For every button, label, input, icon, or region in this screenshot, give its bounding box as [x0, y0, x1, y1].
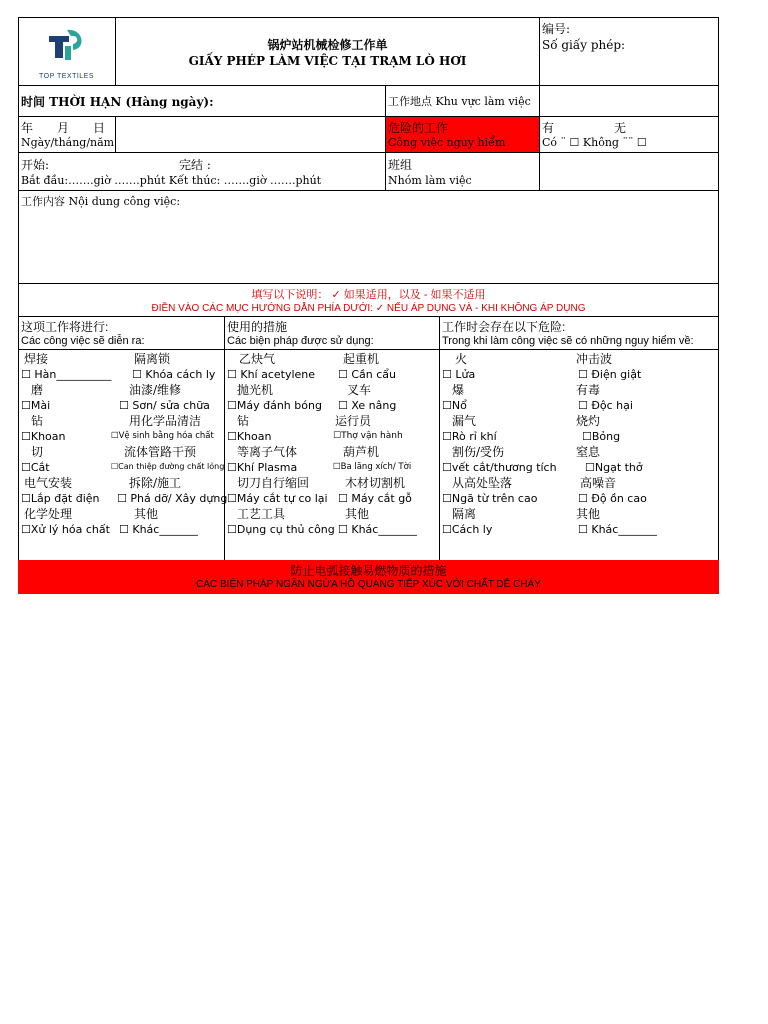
item-cn: 工艺工具	[237, 507, 286, 521]
checkbox-self-retracting-cutter[interactable]: ☐Máy cắt tự co lại	[227, 492, 328, 505]
item-cn: 有毒	[576, 383, 601, 397]
permit-number-label: Số giấy phép:	[542, 38, 626, 52]
checkbox-cutting[interactable]: ☐Cắt	[21, 461, 50, 474]
location-value-cell[interactable]	[539, 85, 719, 117]
item-cn: 漏气	[452, 414, 477, 428]
time-label: 时间 THỜI HẠN (Hàng ngày):	[21, 95, 214, 109]
col2-header-vn: Các biện pháp được sử dụng:	[227, 335, 374, 347]
item-cn: 钻	[31, 414, 44, 428]
checkbox-drilling[interactable]: ☐Khoan	[21, 430, 66, 443]
dangerous-work-cn: 危险的工作	[388, 121, 449, 135]
checkbox-operator[interactable]: ☐Thợ vận hành	[333, 431, 403, 441]
checkbox-chemical-handling[interactable]: ☐Xử lý hóa chất	[21, 523, 110, 536]
item-cn: 电气安装	[24, 476, 73, 490]
checkbox-fire[interactable]: ☐ Lửa	[442, 368, 476, 381]
item-cn: 高噪音	[580, 476, 617, 490]
team-value-cell[interactable]	[539, 152, 719, 191]
item-cn: 葫芦机	[343, 445, 380, 459]
instructions-cell	[18, 283, 719, 317]
logo-text: TOP TEXTILES	[39, 73, 95, 80]
checkbox-grinding[interactable]: ☐Mài	[21, 399, 51, 412]
arc-prevention-bar	[18, 560, 719, 594]
team-label-vn: Nhóm làm việc	[388, 174, 472, 187]
checkbox-painting[interactable]: ☐ Sơn/ sửa chữa	[119, 399, 210, 412]
item-cn: 烧灼	[576, 414, 601, 428]
item-cn: 流体管路干预	[124, 445, 197, 459]
item-cn: 用化学品清洁	[129, 414, 202, 428]
item-cn: 割伤/受伤	[452, 445, 505, 459]
checkbox-other-measures[interactable]: ☐ Khác_______	[338, 523, 417, 536]
team-label-cn: 班组	[388, 158, 413, 172]
location-label: 工作地点 Khu vực làm việc	[388, 95, 531, 108]
col1-header-cn: 这项工作将进行:	[21, 320, 109, 334]
col3-header-vn: Trong khi làm công việc sẽ có những nguy hiểm về:	[442, 335, 694, 347]
item-cn: 焊接	[24, 352, 49, 366]
item-cn: 其他	[134, 507, 159, 521]
checkbox-fluid-line[interactable]: ☐Can thiệp đường chất lỏng	[111, 462, 225, 471]
checkbox-isolation-lock[interactable]: ☐ Khóa cách ly	[132, 368, 216, 381]
title-vietnamese: GIẤY PHÉP LÀM VIỆC TẠI TRẠM LÒ HƠI	[188, 54, 467, 68]
number-label-cn: 编号:	[542, 22, 571, 36]
checkbox-electrical[interactable]: ☐Lắp đặt điện	[21, 492, 100, 505]
item-cn: 木材切割机	[345, 476, 406, 490]
checkbox-toxic[interactable]: ☐ Độc hại	[578, 399, 633, 412]
item-cn: 油漆/维修	[129, 383, 182, 397]
item-cn: 从高处坠落	[452, 476, 513, 490]
checkbox-demolition[interactable]: ☐ Phá dỡ/ Xây dựng	[117, 492, 228, 505]
item-cn: 化学处理	[24, 507, 73, 521]
checkbox-plasma[interactable]: ☐Khí Plasma	[227, 461, 298, 474]
top-textiles-logo	[41, 24, 93, 66]
checkbox-polisher[interactable]: ☐Máy đánh bóng	[227, 399, 322, 412]
item-cn: 钻	[237, 414, 250, 428]
checkbox-isolation[interactable]: ☐Cách ly	[442, 523, 493, 536]
arc-prevention-vn: CÁC BIỆN PHÁP NGĂN NGỪA HỒ QUANG TIẾP XÚC VỚI CHẤT DỄ CHÁY	[196, 579, 541, 590]
col1-checklist	[18, 349, 228, 561]
checkbox-burn[interactable]: ☐Bỏng	[582, 430, 621, 443]
item-cn: 窒息	[576, 445, 601, 459]
item-cn: 运行员	[335, 414, 372, 428]
item-cn: 爆	[452, 383, 465, 397]
col3-header-cell	[439, 316, 719, 350]
item-cn: 其他	[576, 507, 601, 521]
dangerous-work-vn: Công việc nguy hiểm	[388, 136, 506, 149]
item-cn: 乙炔气	[239, 352, 276, 366]
title-cell	[115, 17, 540, 86]
date-value-cell[interactable]	[115, 116, 386, 153]
yes-no-cell[interactable]	[539, 116, 719, 153]
instructions-vn: ĐIỀN VÀO CÁC MỤC HƯỚNG DẪN PHÍA DƯỚI: ✓ NẾU ÁP DỤNG VÀ - KHI KHÔNG ÁP DỤNG	[151, 303, 586, 314]
item-cn: 切刀自行缩回	[237, 476, 310, 490]
checkbox-suffocation[interactable]: ☐Ngạt thở	[585, 461, 643, 474]
start-end-cell[interactable]	[18, 152, 386, 191]
yes-no-checkboxes[interactable]: Có ¨ ☐ Không ¨¨ ☐	[542, 136, 647, 149]
checkbox-drill[interactable]: ☐Khoan	[227, 430, 272, 443]
checkbox-acetylene[interactable]: ☐ Khí acetylene	[227, 368, 316, 381]
date-label-vn: Ngày/tháng/năm	[21, 136, 115, 149]
item-cn: 拆除/施工	[129, 476, 182, 490]
date-label-cn: 年 月 日	[21, 121, 106, 135]
time-cell	[18, 85, 386, 117]
date-label-cell	[18, 116, 116, 153]
team-label-cell	[385, 152, 540, 191]
col1-header-cell	[18, 316, 225, 350]
checkbox-fall-from-height[interactable]: ☐Ngã từ trên cao	[442, 492, 538, 505]
item-cn: 隔离	[452, 507, 477, 521]
logo-cell	[18, 17, 116, 86]
col1-header-vn: Các công việc sẽ diễn ra:	[21, 335, 145, 347]
checkbox-gas-leak[interactable]: ☐Rò rỉ khí	[442, 430, 497, 443]
item-cn: 抛光机	[237, 383, 274, 397]
item-cn: 等离子气体	[237, 445, 298, 459]
number-cell	[539, 17, 719, 86]
checkbox-wood-cutter[interactable]: ☐ Máy cắt gỗ	[338, 492, 412, 505]
checkbox-hand-tools[interactable]: ☐Dụng cụ thủ công	[227, 523, 335, 536]
col2-header-cn: 使用的措施	[227, 320, 288, 334]
item-cn: 隔离锁	[134, 352, 171, 366]
col3-checklist	[439, 349, 719, 561]
item-cn: 叉车	[347, 383, 372, 397]
checkbox-chemical-cleaning[interactable]: ☐Vệ sinh bằng hóa chất	[111, 431, 214, 441]
start-end-vn: Bắt đầu:…….giờ …….phút Kết thúc: …….giờ …….phút	[21, 174, 322, 187]
checkbox-other-work[interactable]: ☐ Khác_______	[119, 523, 198, 536]
item-cn: 冲击波	[576, 352, 613, 366]
col2-checklist	[224, 349, 440, 561]
checkbox-electric-shock[interactable]: ☐ Điện giật	[578, 368, 642, 381]
arc-prevention-cn: 防止电弧接触易燃物质的措施	[290, 564, 447, 578]
item-cn: 磨	[31, 383, 44, 397]
work-content-cell[interactable]	[18, 190, 719, 284]
item-cn: 起重机	[343, 352, 380, 366]
checkbox-forklift[interactable]: ☐ Xe nâng	[338, 399, 397, 412]
work-content-label: 工作内容 Nội dung công việc:	[21, 195, 181, 208]
checkbox-high-noise[interactable]: ☐ Độ ồn cao	[578, 492, 647, 505]
start-label-cn: 开始:	[21, 158, 50, 172]
checkbox-cut-injury[interactable]: ☐vết cắt/thương tích	[442, 461, 557, 474]
checkbox-crane[interactable]: ☐ Cần cẩu	[338, 368, 397, 381]
col3-header-cn: 工作时会存在以下危险:	[442, 320, 566, 334]
title-chinese: 锅炉站机械检修工作单	[267, 38, 388, 52]
checkbox-other-hazard[interactable]: ☐ Khác_______	[578, 523, 657, 536]
end-label-cn: 完结 :	[179, 158, 211, 172]
checkbox-explosion[interactable]: ☐Nổ	[442, 399, 467, 412]
col2-header-cell	[224, 316, 440, 350]
checkbox-chain-hoist[interactable]: ☐Ba lăng xích/ Tời	[333, 462, 412, 472]
yes-no-cn: 有 无	[542, 121, 627, 135]
checkbox-welding[interactable]: ☐ Hàn__________	[21, 368, 112, 381]
instructions-cn: 填写以下说明： ✓ 如果适用，以及 - 如果不适用	[251, 289, 486, 301]
item-cn: 火	[455, 352, 468, 366]
item-cn: 切	[31, 445, 44, 459]
dangerous-work-cell	[385, 116, 540, 153]
item-cn: 其他	[345, 507, 370, 521]
location-label-cell	[385, 85, 540, 117]
